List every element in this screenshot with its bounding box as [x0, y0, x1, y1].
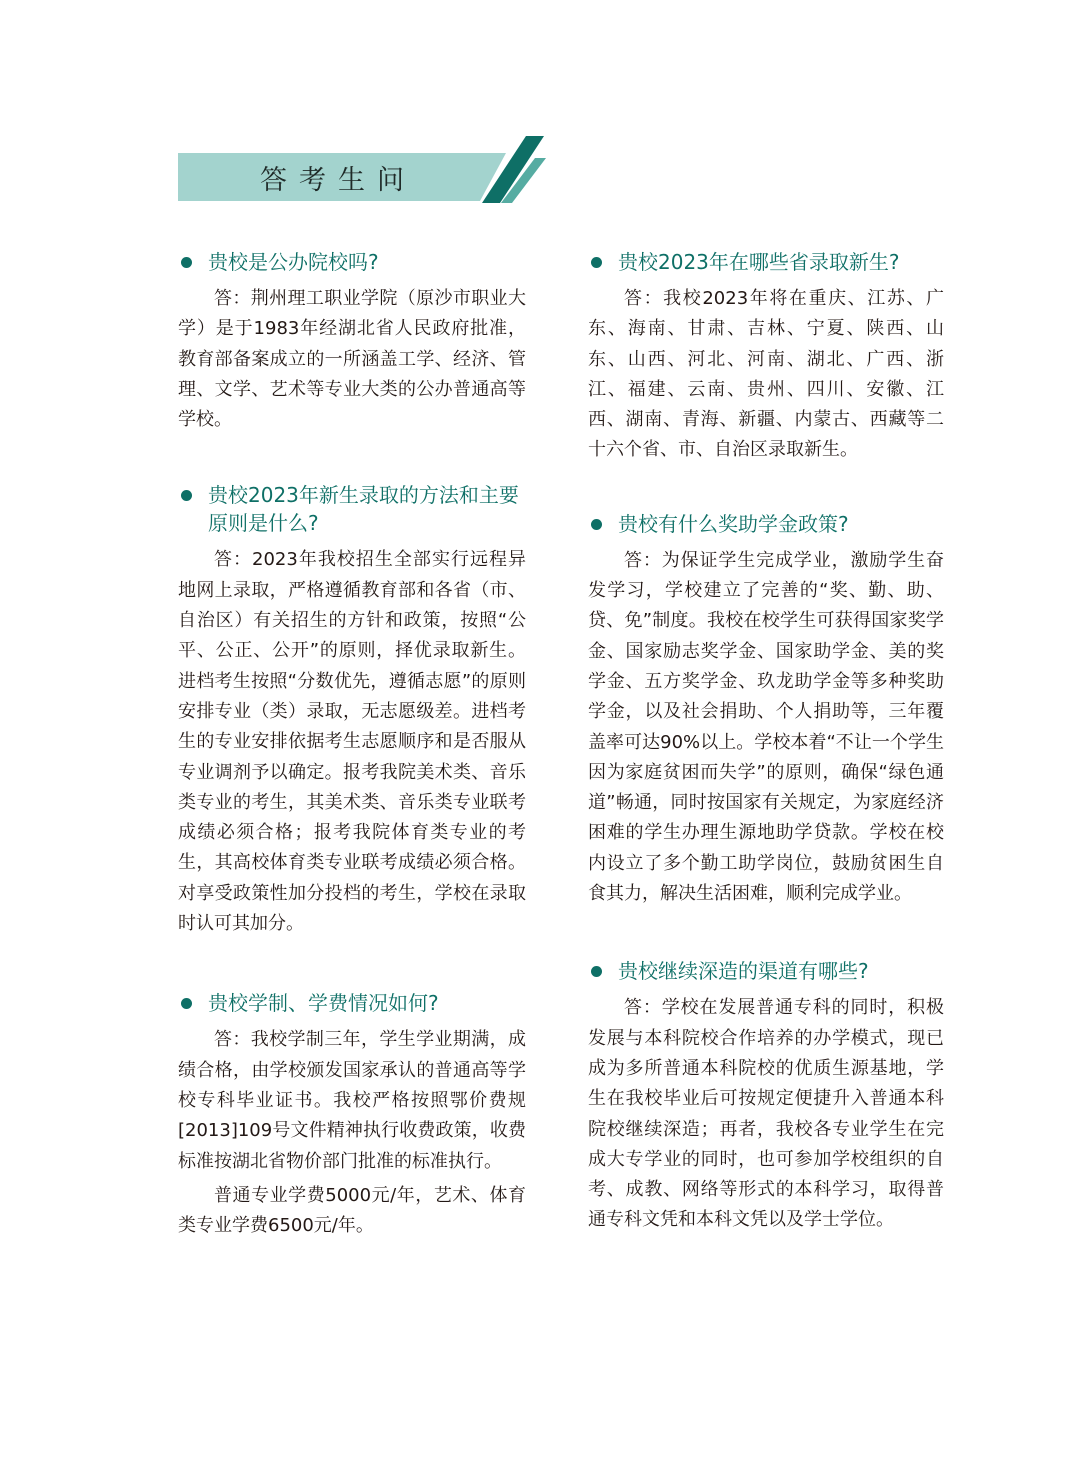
answer-paragraph: 答：荆州理工职业学院（原沙市职业大学）是于1983年经湖北省人民政府批准，教育部备案成立的一所涵盖工学、经济、管理、文学、艺术等专业大类的公办普通高等学校。 — [178, 288, 526, 431]
question-text: 贵校学制、学费情况如何? — [208, 991, 439, 1016]
answer-paragraph: 答：我校2023年将在重庆、江苏、广东、海南、甘肃、吉林、宁夏、陕西、山东、山西、河北、河南、湖北、广西、浙江、福建、云南、贵州、四川、安徽、江西、湖南、青海、新疆、内蒙古、西藏等二十六个省、市、自治区录取新生。 — [588, 288, 944, 461]
question-text: 贵校2023年在哪些省录取新生? — [618, 250, 900, 274]
qa-tuition — [178, 989, 526, 1241]
question-heading — [588, 957, 944, 985]
right-column — [588, 248, 944, 1236]
question-heading — [178, 989, 526, 1017]
qa-public-status — [178, 248, 526, 435]
qa-admission-principles — [178, 481, 526, 939]
header-banner-graphic — [0, 0, 1080, 240]
question-text: 贵校继续深造的渠道有哪些? — [618, 959, 869, 984]
question-text: 贵校有什么奖助学金政策? — [618, 511, 849, 536]
question-text: 贵校2023年新生录取的方法和主要原则是什么? — [208, 483, 519, 536]
question-heading — [588, 510, 944, 538]
answer-paragraph: 答：学校在发展普通专科的同时，积极发展与本科院校合作培养的办学模式，现已成为多所普通本科院校的优质生源基地，学生在我校毕业后可按规定便捷升入普通本科院校继续深造；再者，我校各专业学生在完成大专学业的同时，也可参加学校组织的自考、成教、网络等形式的本科学习，取得普通专科文凭和本科文凭以及学士学位。 — [588, 997, 944, 1231]
left-column — [178, 248, 526, 1241]
bullet-dot-icon — [591, 519, 602, 530]
bullet-dot-icon — [591, 257, 602, 268]
answer-paragraph: 答：2023年我校招生全部实行远程异地网上录取，严格遵循教育部和各省（市、自治区）有关招生的方针和政策，按照“公平、公正、公开”的原则，择优录取新生。进档考生按照“分数优先，遵循志愿”的原则安排专业（类）录取，无志愿级差。进档考生的专业安排依据考生志愿顺序和是否服从专业调剂予以确定。报考我院美术类、音乐类专业的考生，其美术类、音乐类专业联考成绩必须合格；报考我院体育类专业的考生，其高校体育类专业联考成绩必须合格。对享受政策性加分投档的考生，学校在录取时认可其加分。 — [178, 549, 526, 935]
question-heading — [178, 248, 526, 276]
qa-scholarships — [588, 510, 944, 910]
answer-paragraph-fees: 普通专业学费5000元/年，艺术、体育类专业学费6500元/年。 — [178, 1184, 526, 1237]
question-heading — [178, 481, 526, 537]
qa-provinces — [588, 248, 944, 466]
qa-further-study — [588, 957, 944, 1235]
bullet-dot-icon — [181, 490, 192, 501]
page-title: 答考生问 — [260, 164, 416, 196]
bullet-dot-icon — [591, 966, 602, 977]
question-text: 贵校是公办院校吗? — [208, 250, 379, 274]
bullet-dot-icon — [181, 998, 192, 1009]
answer-paragraph: 答：我校学制三年，学生学业期满，成绩合格，由学校颁发国家承认的普通高等学校专科毕业证书。我校严格按照鄂价费规 [2013]109号文件精神执行收费政策，收费标准按湖北省物价部门批准的标准执行。 — [178, 1029, 526, 1172]
answer-paragraph: 答：为保证学生完成学业，激励学生奋发学习，学校建立了完善的“奖、勤、助、贷、免”制度。我校在校学生可获得国家奖学金、国家励志奖学金、国家助学金、美的奖学金、五方奖学金、玖龙助学金等多种奖助学金，以及社会捐助、个人捐助等，三年覆盖率可达90%以上。学校本着“不让一个学生因为家庭贫困而失学”的原则，确保“绿色通道”畅通，同时按国家有关规定，为家庭经济困难的学生办理生源地助学贷款。学校在校内设立了多个勤工助学岗位，鼓励贫困生自食其力，解决生活困难，顺利完成学业。 — [588, 549, 944, 905]
question-heading — [588, 248, 944, 276]
bullet-dot-icon — [181, 257, 192, 268]
